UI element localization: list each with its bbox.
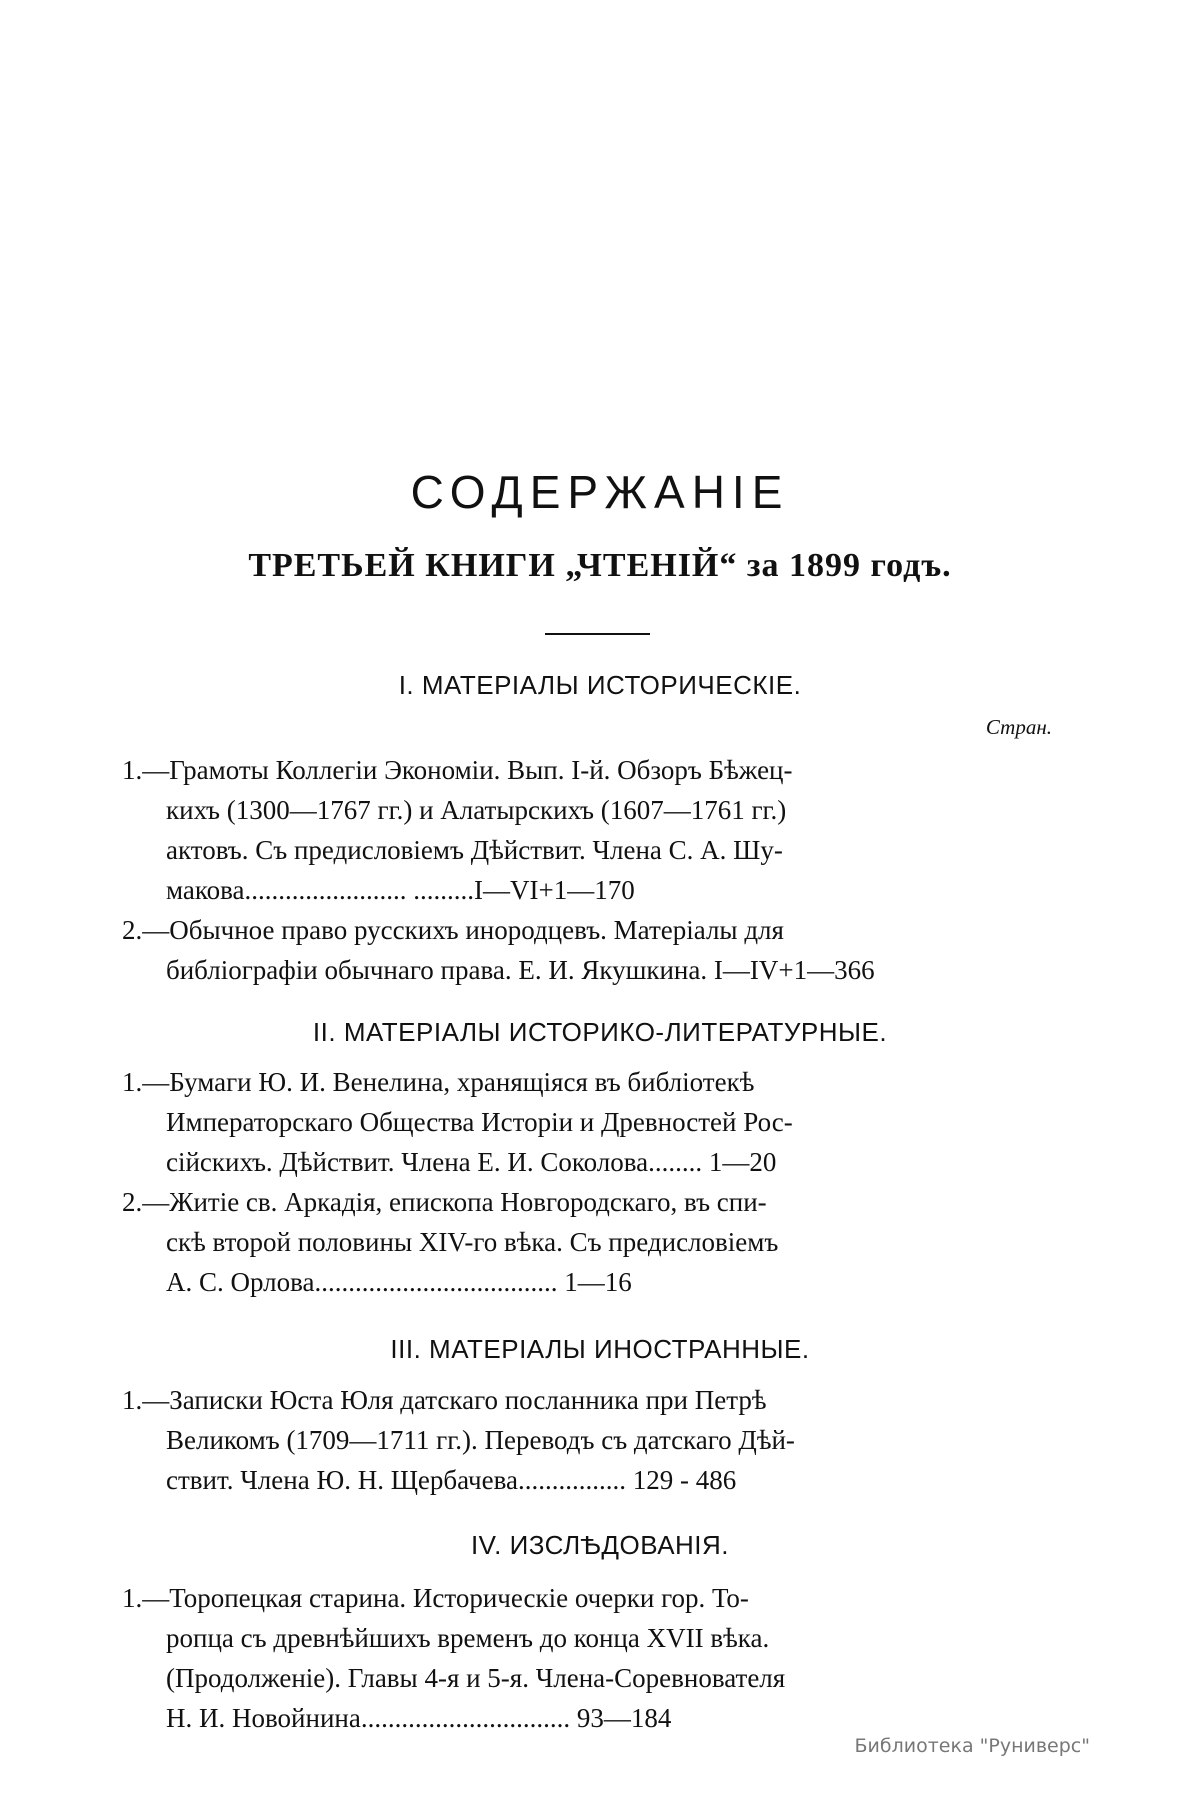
toc-entry-2-1 (122, 1062, 1090, 1182)
entry-line: макова........................ .........I—VI+1—170 (166, 875, 635, 905)
toc-entry-2-2 (122, 1182, 1090, 1302)
entry-line: Императорскаго Общества Исторіи и Древностей Рос- (166, 1107, 793, 1137)
toc-entry-1-2 (122, 910, 1090, 990)
entry-line: 1.—Грамоты Коллегіи Экономіи. Вып. I-й. Обзоръ Бѣжец- (122, 755, 793, 785)
toc-entry-1-1 (122, 750, 1090, 910)
entry-line: 2.—Обычное право русскихъ инородцевъ. Матеріалы для (122, 915, 784, 945)
entry-line: библіографіи обычнаго права. Е. И. Якушкина. I—IV+1—366 (166, 955, 875, 985)
page-title: СОДЕРЖАНІЕ (410, 466, 790, 518)
library-watermark: Библиотека "Руниверс" (854, 1735, 1090, 1757)
entry-line: А. С. Орлова.................................... 1—16 (166, 1267, 632, 1297)
entry-line: Н. И. Новойнина............................... 93—184 (166, 1703, 672, 1733)
entry-line: ропца съ древнѣйшихъ временъ до конца XVII вѣка. (166, 1623, 770, 1653)
entry-line: ствит. Члена Ю. Н. Щербачева................ 129 - 486 (166, 1465, 737, 1495)
entry-line: скѣ второй половины XIV-го вѣка. Съ предисловіемъ (166, 1227, 779, 1257)
section-heading-4: IV. ИЗСЛѢДОВАНІЯ. (470, 1530, 730, 1560)
entry-line: кихъ (1300—1767 гг.) и Алатырскихъ (1607—1761 гг.) (166, 795, 787, 825)
entry-line: 1.—Записки Юста Юля датскаго посланника при Петрѣ (122, 1385, 767, 1415)
title-divider (545, 633, 650, 635)
entry-line: 1.—Торопецкая старина. Историческіе очерки гор. То- (122, 1583, 749, 1613)
entry-line: 1.—Бумаги Ю. И. Венелина, хранящіяся въ библіотекѣ (122, 1067, 755, 1097)
toc-entry-4-1 (122, 1578, 1090, 1738)
section-heading-1: I. МАТЕРІАЛЫ ИСТОРИЧЕСКІЕ. (398, 670, 802, 700)
entry-line: Великомъ (1709—1711 гг.). Переводъ съ датскаго Дѣй- (166, 1425, 795, 1455)
section-heading-2: II. МАТЕРІАЛЫ ИСТОРИКО-ЛИТЕРАТУРНЫЕ. (312, 1017, 888, 1047)
entry-line: сійскихъ. Дѣйствит. Члена Е. И. Соколова........ 1—20 (166, 1147, 777, 1177)
section-heading-3: III. МАТЕРІАЛЫ ИНОСТРАННЫЕ. (390, 1334, 810, 1364)
entry-line: 2.—Житіе св. Аркадія, епископа Новгородскаго, въ спи- (122, 1187, 767, 1217)
page-subtitle: ТРЕТЬЕЙ КНИГИ „ЧТЕНІЙ“ за 1899 годъ. (248, 547, 952, 584)
entry-line: актовъ. Съ предисловіемъ Дѣйствит. Члена С. А. Шу- (166, 835, 783, 865)
page-column-label: Стран. (985, 715, 1052, 739)
toc-entry-3-1 (122, 1380, 1090, 1500)
entry-line: (Продолженіе). Главы 4-я и 5-я. Члена-Соревнователя (166, 1663, 786, 1693)
